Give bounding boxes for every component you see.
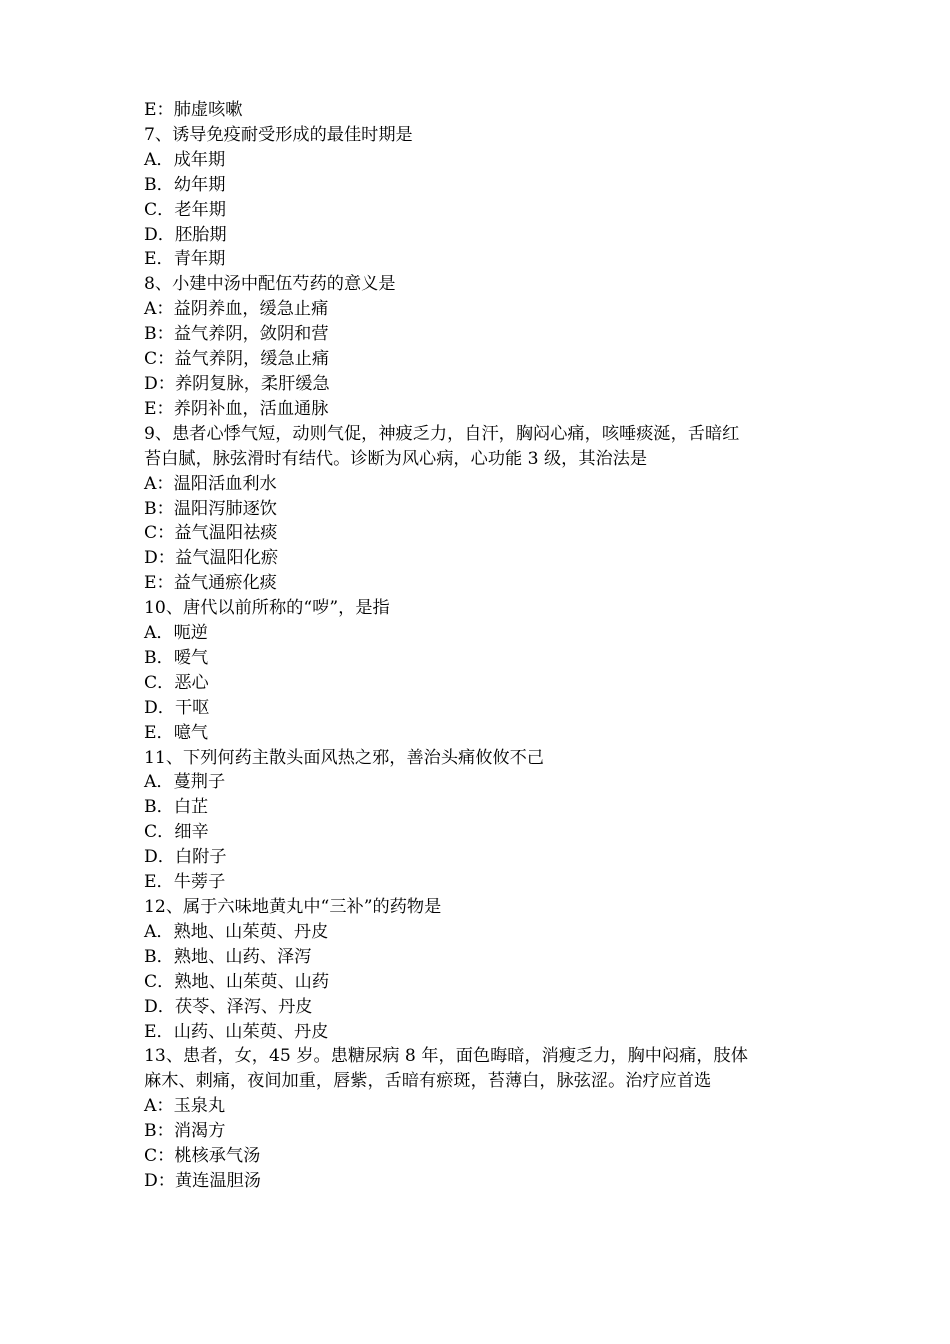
option-d-q8: D：养阴复脉，柔肝缓急 [144,373,330,394]
option-c-q13: C：桃核承气汤 [144,1146,261,1167]
option-c-q9: C：益气温阳祛痰 [144,523,278,544]
option-d-q11: D．白附子 [144,847,227,868]
option-c-q12: C．熟地、山茱萸、山药 [144,971,330,992]
option-a-q13: A：玉泉丸 [144,1096,226,1117]
option-c-q8: C：益气养阴，缓急止痛 [144,349,330,370]
option-c-q10: C．恶心 [144,672,209,693]
option-e-q7: E．青年期 [144,249,226,270]
question-7: 7、诱导免疫耐受形成的最佳时期是 [144,124,413,145]
option-e-q6: E：肺虚咳嗽 [144,100,243,120]
option-c-q11: C．细辛 [144,822,209,843]
document-page [144,98,824,1194]
option-d-q9: D：益气温阳化瘀 [144,548,279,569]
question-8: 8、小建中汤中配伍芍药的意义是 [144,274,396,295]
option-a-q11: A．蔓荆子 [144,772,226,793]
question-12: 12、属于六味地黄丸中“三补”的药物是 [144,897,442,917]
question-9-line-1: 9、患者心悸气短，动则气促，神疲乏力，自汗，胸闷心痛，咳唾痰涎，舌暗红 [144,423,740,444]
option-d-q7: D．胚胎期 [144,224,227,245]
option-b-q12: B．熟地、山药、泽泻 [144,946,312,967]
option-e-q10: E．噫气 [144,722,209,743]
question-9-line-2: 苔白腻，脉弦滑时有结代。诊断为风心病，心功能 3 级，其治法是 [144,448,648,469]
option-b-q13: B：消渴方 [144,1121,226,1142]
option-b-q7: B．幼年期 [144,174,226,195]
option-b-q10: B．嗳气 [144,647,209,668]
option-a-q10: A．呃逆 [144,623,208,644]
question-13-line-2: 麻木、刺痛，夜间加重，唇紫，舌暗有瘀斑，苔薄白，脉弦涩。治疗应首选 [144,1071,712,1092]
option-a-q8: A：益阴养血，缓急止痛 [144,299,329,320]
option-e-q12: E．山药、山茱萸、丹皮 [144,1021,329,1042]
option-b-q8: B：益气养阴，敛阴和营 [144,324,329,345]
option-b-q11: B．白芷 [144,797,209,818]
option-e-q8: E：养阴补血，活血通脉 [144,398,329,419]
option-c-q7: C．老年期 [144,199,226,220]
question-11: 11、下列何药主散头面风热之邪，善治头痛攸攸不己 [144,747,544,768]
option-d-q12: D．茯苓、泽泻、丹皮 [144,996,313,1017]
option-a-q12: A．熟地、山茱萸、丹皮 [144,921,329,942]
option-e-q9: E：益气通瘀化痰 [144,573,277,594]
option-d-q13: D：黄连温胆汤 [144,1170,261,1191]
option-a-q7: A．成年期 [144,149,226,170]
question-10: 10、唐代以前所称的“哕”，是指 [144,598,390,619]
question-13-line-1: 13、患者，女，45 岁。患糖尿病 8 年，面色晦暗，消瘦乏力，胸中闷痛，肢体 [144,1046,748,1067]
option-d-q10: D．干呕 [144,697,210,718]
option-b-q9: B：温阳泻肺逐饮 [144,498,277,519]
option-a-q9: A：温阳活血利水 [144,473,277,494]
option-e-q11: E．牛蒡子 [144,872,226,893]
